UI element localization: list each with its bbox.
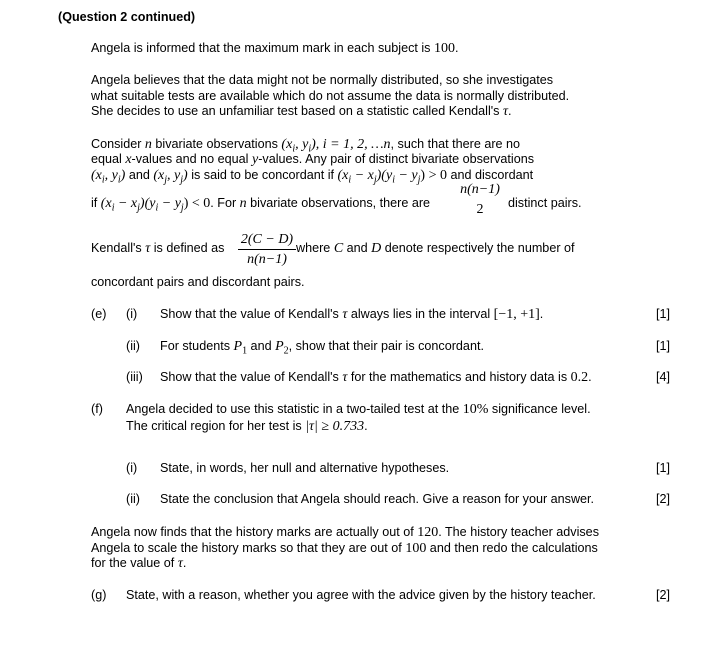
math: 100 (405, 541, 427, 556)
part-f-line (126, 401, 591, 418)
subscript: j (164, 174, 168, 186)
text: and then redo the calculations (426, 541, 598, 555)
text: The critical region for her test is (126, 419, 306, 433)
math-tau: τ (502, 104, 508, 119)
text: is defined as (150, 241, 225, 255)
text: -values. Any pair of distinct bivariate observations (258, 152, 535, 166)
math-tau: τ (145, 241, 151, 256)
mark-e-i: [1] (656, 307, 671, 321)
math: n (239, 196, 247, 211)
text: . (364, 419, 368, 433)
math: ) > 0 (420, 168, 447, 183)
subscript: i (392, 174, 395, 186)
math: C (333, 241, 344, 256)
part-e-iii-label: (iii) (126, 370, 143, 384)
subscript: i (292, 143, 296, 155)
mark-f-i: [1] (656, 461, 671, 475)
subscript: i (101, 174, 105, 186)
text: -values and no equal (131, 152, 252, 166)
math: P (275, 339, 284, 354)
subscript: j (137, 202, 140, 214)
part-e-ii-label: (ii) (126, 339, 140, 353)
math: [−1, +1] (493, 307, 540, 322)
text: , show that their pair is concordant. (288, 339, 484, 353)
subscript: i (117, 174, 121, 186)
text: . The history teacher advises (438, 525, 599, 539)
mark-e-iii: [4] (656, 370, 671, 384)
paragraph-line (91, 524, 599, 541)
math: |τ| ≥ 0.733 (305, 419, 365, 434)
math: (x (281, 137, 293, 152)
fraction-kendall (238, 232, 296, 267)
subscript: i (155, 202, 159, 214)
math: )(y (139, 196, 156, 211)
text: Angela to scale the history marks so that they are out of (91, 541, 406, 555)
text: for the mathematics and history data is (347, 370, 571, 384)
math: P (233, 339, 243, 354)
subscript: i (348, 174, 352, 186)
math: ) (183, 168, 188, 183)
text: and discordant (446, 168, 534, 182)
math: (x (91, 168, 102, 183)
math: D (371, 241, 382, 256)
fraction-pairs (452, 182, 508, 217)
paragraph-line: Angela believes that the data might not be normally distributed, so she investigates (91, 73, 554, 87)
paragraph-line (91, 195, 430, 217)
text: Show that the value of Kendall's (160, 370, 343, 384)
paragraph-line: concordant pairs and discordant pairs. (91, 275, 305, 289)
subscript: i (308, 143, 312, 155)
part-f-i-text: State, in words, her null and alternative hypotheses. (160, 461, 450, 475)
math: 0.2 (570, 370, 589, 385)
text: Angela now finds that the history marks are actually out of (91, 525, 418, 539)
text: . (182, 556, 187, 570)
text: significance level. (488, 402, 591, 416)
math: , y (104, 168, 118, 183)
fraction-denominator: n(n−1) (247, 252, 287, 267)
math: 10% (462, 402, 489, 417)
text: . (454, 41, 459, 55)
text: bivariate observations (151, 137, 282, 151)
math: (x (153, 168, 165, 183)
mark-e-ii: [1] (656, 339, 671, 353)
text: is said to be concordant if (187, 168, 338, 182)
math: y (251, 152, 259, 167)
part-f-ii-label: (ii) (126, 492, 140, 506)
part-f-line (126, 418, 368, 435)
text: . (539, 307, 544, 321)
math: 120 (417, 525, 439, 540)
paragraph-line (91, 103, 511, 120)
subscript: j (180, 202, 184, 214)
text: Consider (91, 137, 145, 151)
part-f-i-label: (i) (126, 461, 138, 475)
subscript: 1 (242, 345, 248, 357)
text: if (91, 196, 101, 210)
part-e-i-text (160, 306, 543, 323)
text: Angela is informed that the maximum mark in each subject is (91, 41, 434, 55)
math: (x (337, 168, 349, 183)
text: . (507, 104, 512, 118)
math: ) (120, 168, 126, 183)
text: , such that there are no (390, 137, 521, 151)
part-f-label: (f) (91, 402, 103, 416)
paragraph-line (91, 151, 534, 168)
math: , y (167, 168, 181, 183)
math: ), i = 1, 2, …n (311, 137, 391, 152)
math-tau: τ (342, 307, 348, 322)
math: − y (158, 196, 181, 211)
text: Angela decided to use this statistic in a two-tailed test at the (126, 402, 463, 416)
subscript: j (373, 174, 377, 186)
part-e-label: (e) (91, 307, 107, 321)
math-tau: τ (177, 556, 183, 571)
part-e-i-label: (i) (126, 307, 138, 321)
text: denote respectively the number of (381, 241, 575, 255)
subscript: i (111, 202, 115, 214)
paragraph-line: what suitable tests are available which do not assume the data is normally distributed. (91, 89, 570, 103)
text: . For (210, 196, 240, 210)
math: n (144, 137, 152, 152)
text: for the value of (91, 556, 178, 570)
math: x (125, 152, 132, 167)
definition-lead (91, 240, 224, 257)
text: always lies in the interval (347, 307, 494, 321)
math: − x (351, 168, 374, 183)
fraction-numerator: 2(C − D) (238, 232, 296, 250)
mark-f-ii: [2] (656, 492, 671, 506)
text: and (343, 241, 372, 255)
paragraph-line-tail: distinct pairs. (508, 196, 582, 210)
text: . (588, 370, 592, 384)
math: 100 (433, 41, 455, 56)
definition-tail (296, 240, 575, 257)
part-e-ii-text (160, 338, 484, 360)
part-f-ii-text: State the conclusion that Angela should reach. Give a reason for your answer. (160, 492, 595, 506)
section-header: (Question 2 continued) (58, 10, 196, 24)
mark-g: [2] (656, 588, 671, 602)
text: where (296, 241, 334, 255)
math: (x (100, 196, 112, 211)
fraction-numerator: n(n−1) (460, 182, 500, 197)
text: equal (91, 152, 126, 166)
text: Kendall's (91, 241, 146, 255)
text: and (247, 339, 276, 353)
math-tau: τ (342, 370, 348, 385)
text: For students (160, 339, 234, 353)
text: bivariate observations, there are (246, 196, 431, 210)
text: and (125, 168, 154, 182)
subscript: 2 (283, 345, 289, 357)
subscript: j (180, 174, 184, 186)
paragraph-line (91, 555, 186, 572)
max-mark-sentence (91, 40, 458, 57)
part-g-text: State, with a reason, whether you agree with the advice given by the history teacher. (126, 588, 596, 602)
math: ) < 0 (183, 196, 211, 211)
part-e-iii-text (160, 369, 592, 386)
subscript: j (417, 174, 421, 186)
text: Show that the value of Kendall's (160, 307, 343, 321)
fraction-denominator: 2 (476, 202, 484, 217)
text: She decides to use an unfamiliar test based on a statistic called Kendall's (91, 104, 503, 118)
part-g-label: (g) (91, 588, 107, 602)
math: )(y (376, 168, 393, 183)
math: − y (394, 168, 418, 183)
math: , y (295, 137, 309, 152)
math: − x (114, 196, 138, 211)
